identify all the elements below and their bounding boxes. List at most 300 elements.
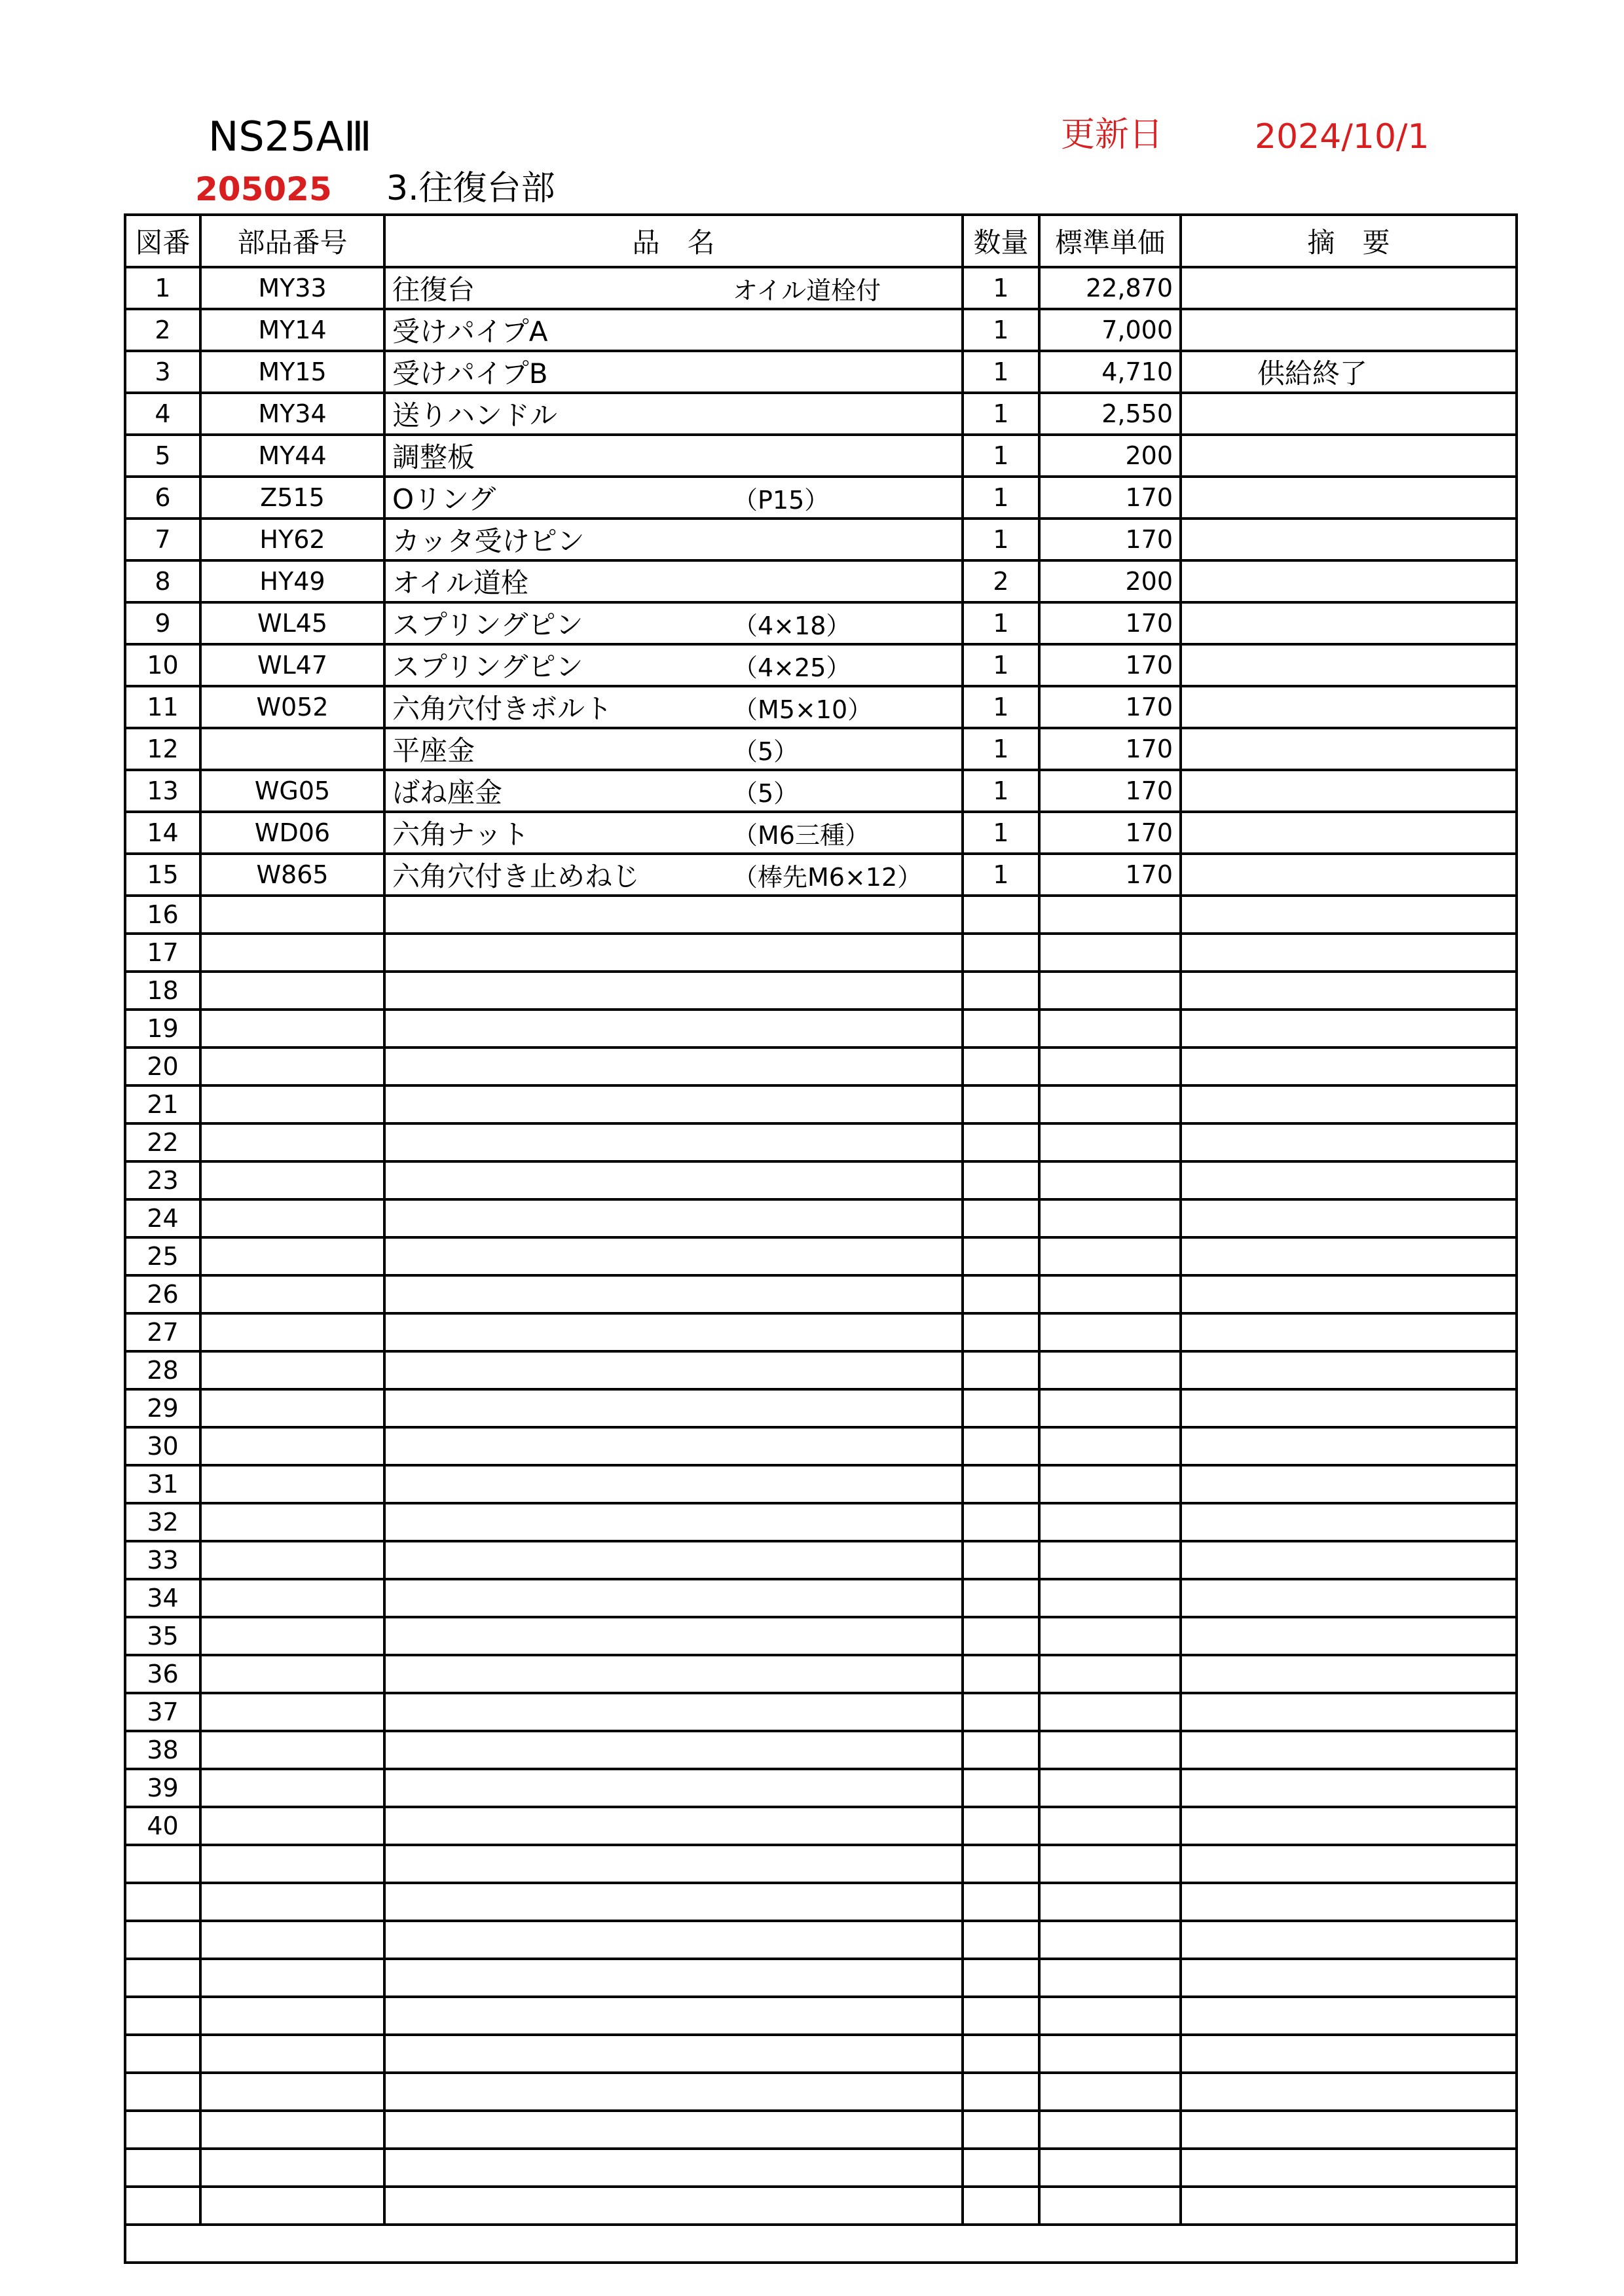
remarks-cell <box>1181 1275 1517 1313</box>
figure-no-cell: 2 <box>125 309 200 351</box>
table-row <box>125 1275 1517 1313</box>
unit-price-cell: 170 <box>1039 519 1181 560</box>
item-name-cell <box>384 602 963 644</box>
figure-no-cell: 23 <box>125 1161 200 1199</box>
item-name: 往復台 <box>392 274 475 306</box>
item-name: 六角穴付き止めねじ <box>392 860 640 892</box>
unit-price-cell: 170 <box>1039 644 1181 686</box>
parts-table <box>124 213 1518 2264</box>
quantity-cell <box>963 1769 1039 1807</box>
table-row <box>125 686 1517 728</box>
table-row <box>125 435 1517 477</box>
quantity-cell <box>963 1237 1039 1275</box>
unit-price-cell <box>1039 1351 1181 1389</box>
item-name-cell <box>384 435 963 477</box>
part-number-cell: Z515 <box>200 477 384 519</box>
part-number-cell: WG05 <box>200 770 384 812</box>
item-name-cell <box>384 1275 963 1313</box>
parts-table-body <box>125 267 1517 2225</box>
table-row <box>125 2111 1517 2149</box>
item-name-cell <box>384 1807 963 1845</box>
item-name-cell <box>384 2187 963 2225</box>
unit-price-cell <box>1039 1959 1181 1997</box>
item-name-cell <box>384 812 963 854</box>
table-row <box>125 972 1517 1010</box>
figure-no-cell <box>125 1845 200 1883</box>
remarks-cell <box>1181 1010 1517 1048</box>
figure-no-cell: 39 <box>125 1769 200 1807</box>
unit-price-cell: 4,710 <box>1039 351 1181 393</box>
item-name-cell <box>384 560 963 602</box>
remarks-cell <box>1181 644 1517 686</box>
figure-no-cell: 35 <box>125 1617 200 1655</box>
item-name-cell <box>384 1465 963 1503</box>
part-number-cell <box>200 1161 384 1199</box>
table-row <box>125 1769 1517 1807</box>
figure-no-cell: 22 <box>125 1123 200 1161</box>
item-name-cell <box>384 1655 963 1693</box>
table-row <box>125 560 1517 602</box>
part-number-cell: MY33 <box>200 267 384 309</box>
unit-price-cell: 7,000 <box>1039 309 1181 351</box>
quantity-cell <box>963 1123 1039 1161</box>
header-remarks: 摘 要 <box>1181 215 1517 267</box>
figure-no-cell <box>125 2035 200 2073</box>
unit-price-cell <box>1039 896 1181 934</box>
item-name: スプリングピン <box>392 651 583 683</box>
remarks-cell <box>1181 2111 1517 2149</box>
unit-price-cell <box>1039 1845 1181 1883</box>
remarks-cell <box>1181 1807 1517 1845</box>
part-number-cell <box>200 1199 384 1237</box>
part-number-cell <box>200 972 384 1010</box>
figure-no-cell: 38 <box>125 1731 200 1769</box>
item-name: 六角穴付きボルト <box>392 693 613 725</box>
table-row <box>125 602 1517 644</box>
unit-price-cell: 22,870 <box>1039 267 1181 309</box>
remarks-cell <box>1181 770 1517 812</box>
remarks-cell <box>1181 1655 1517 1693</box>
part-number-cell <box>200 1921 384 1959</box>
part-number-cell: HY49 <box>200 560 384 602</box>
quantity-cell <box>963 1085 1039 1123</box>
item-name-cell <box>384 1883 963 1921</box>
unit-price-cell <box>1039 1465 1181 1503</box>
quantity-cell <box>963 1845 1039 1883</box>
remarks-cell <box>1181 1351 1517 1389</box>
item-name-cell <box>384 1579 963 1617</box>
part-number-cell <box>200 1427 384 1465</box>
item-name-cell <box>384 1048 963 1085</box>
item-name: スプリングピン <box>392 609 583 641</box>
item-name-cell <box>384 896 963 934</box>
part-number-cell: WL47 <box>200 644 384 686</box>
quantity-cell <box>963 1275 1039 1313</box>
unit-price-cell <box>1039 1503 1181 1541</box>
quantity-cell <box>963 1199 1039 1237</box>
remarks-cell <box>1181 1199 1517 1237</box>
part-number-cell <box>200 1617 384 1655</box>
unit-price-cell <box>1039 1123 1181 1161</box>
table-row <box>125 1693 1517 1731</box>
part-number-cell <box>200 2149 384 2187</box>
table-row <box>125 1997 1517 2035</box>
item-name-cell <box>384 393 963 435</box>
item-name-cell <box>384 1237 963 1275</box>
remarks-cell <box>1181 1693 1517 1731</box>
table-row <box>125 309 1517 351</box>
quantity-cell <box>963 1579 1039 1617</box>
table-row <box>125 477 1517 519</box>
item-name-cell <box>384 2111 963 2149</box>
unit-price-cell: 200 <box>1039 435 1181 477</box>
part-number-cell <box>200 1048 384 1085</box>
item-name: 受けパイプB <box>392 357 548 390</box>
unit-price-cell: 170 <box>1039 770 1181 812</box>
figure-no-cell: 21 <box>125 1085 200 1123</box>
unit-price-cell <box>1039 1010 1181 1048</box>
table-row <box>125 1237 1517 1275</box>
unit-price-cell: 200 <box>1039 560 1181 602</box>
figure-no-cell <box>125 2073 200 2111</box>
unit-price-cell <box>1039 1048 1181 1085</box>
table-row <box>125 1503 1517 1541</box>
figure-no-cell <box>125 1883 200 1921</box>
quantity-cell <box>963 1541 1039 1579</box>
unit-price-cell <box>1039 1541 1181 1579</box>
table-row <box>125 1617 1517 1655</box>
unit-price-cell: 170 <box>1039 602 1181 644</box>
remarks-cell <box>1181 1465 1517 1503</box>
item-name-cell <box>384 267 963 309</box>
quantity-cell <box>963 1503 1039 1541</box>
remarks-cell <box>1181 1541 1517 1579</box>
remarks-cell <box>1181 519 1517 560</box>
table-row <box>125 1465 1517 1503</box>
quantity-cell <box>963 1427 1039 1465</box>
item-name-cell <box>384 1693 963 1731</box>
table-row <box>125 1807 1517 1845</box>
update-date-label: 更新日 <box>1061 115 1164 155</box>
unit-price-cell: 170 <box>1039 812 1181 854</box>
table-row <box>125 896 1517 934</box>
part-number-cell <box>200 1237 384 1275</box>
unit-price-cell <box>1039 1237 1181 1275</box>
quantity-cell <box>963 934 1039 972</box>
figure-no-cell: 27 <box>125 1313 200 1351</box>
quantity-cell <box>963 1617 1039 1655</box>
part-number-cell <box>200 2111 384 2149</box>
remarks-cell <box>1181 1237 1517 1275</box>
figure-no-cell: 13 <box>125 770 200 812</box>
footer-cell <box>125 2225 1517 2263</box>
document-code: 205025 <box>195 170 332 208</box>
item-name-cell <box>384 644 963 686</box>
part-number-cell <box>200 1997 384 2035</box>
quantity-cell <box>963 1921 1039 1959</box>
figure-no-cell: 19 <box>125 1010 200 1048</box>
remarks-cell <box>1181 1048 1517 1085</box>
item-spec: オイル道栓付 <box>733 276 881 305</box>
quantity-cell <box>963 1161 1039 1199</box>
item-name-cell <box>384 1351 963 1389</box>
part-number-cell <box>200 2035 384 2073</box>
item-name-cell <box>384 1921 963 1959</box>
remarks-cell <box>1181 728 1517 770</box>
quantity-cell <box>963 1883 1039 1921</box>
part-number-cell <box>200 1769 384 1807</box>
figure-no-cell: 10 <box>125 644 200 686</box>
table-row <box>125 1389 1517 1427</box>
quantity-cell <box>963 1389 1039 1427</box>
table-row <box>125 351 1517 393</box>
figure-no-cell: 24 <box>125 1199 200 1237</box>
table-row <box>125 519 1517 560</box>
unit-price-cell <box>1039 1313 1181 1351</box>
unit-price-cell <box>1039 972 1181 1010</box>
remarks-cell <box>1181 560 1517 602</box>
item-name-cell <box>384 1541 963 1579</box>
part-number-cell <box>200 1123 384 1161</box>
unit-price-cell <box>1039 1807 1181 1845</box>
remarks-cell <box>1181 1997 1517 2035</box>
remarks-cell <box>1181 2187 1517 2225</box>
remarks-cell <box>1181 686 1517 728</box>
item-name: 平座金 <box>392 735 475 767</box>
unit-price-cell <box>1039 2035 1181 2073</box>
item-name-cell <box>384 1389 963 1427</box>
quantity-cell <box>963 1313 1039 1351</box>
item-spec: （4×25） <box>733 653 851 682</box>
remarks-cell <box>1181 435 1517 477</box>
remarks-cell <box>1181 1959 1517 1997</box>
quantity-cell <box>963 1693 1039 1731</box>
item-name-cell <box>384 1313 963 1351</box>
remarks-cell <box>1181 1883 1517 1921</box>
unit-price-cell <box>1039 2111 1181 2149</box>
remarks-cell <box>1181 896 1517 934</box>
unit-price-cell <box>1039 2073 1181 2111</box>
quantity-cell: 1 <box>963 770 1039 812</box>
part-number-cell <box>200 2187 384 2225</box>
table-row <box>125 1845 1517 1883</box>
unit-price-cell <box>1039 1731 1181 1769</box>
remarks-cell <box>1181 1389 1517 1427</box>
remarks-cell <box>1181 1769 1517 1807</box>
figure-no-cell <box>125 2111 200 2149</box>
figure-no-cell <box>125 1997 200 2035</box>
figure-no-cell: 33 <box>125 1541 200 1579</box>
part-number-cell <box>200 1389 384 1427</box>
part-number-cell <box>200 1503 384 1541</box>
part-number-cell <box>200 1313 384 1351</box>
item-name-cell <box>384 972 963 1010</box>
item-name-cell <box>384 1731 963 1769</box>
unit-price-cell <box>1039 1427 1181 1465</box>
unit-price-cell <box>1039 1085 1181 1123</box>
table-row <box>125 1427 1517 1465</box>
part-number-cell <box>200 728 384 770</box>
remarks-cell <box>1181 1921 1517 1959</box>
part-number-cell: MY34 <box>200 393 384 435</box>
quantity-cell <box>963 2187 1039 2225</box>
quantity-cell: 1 <box>963 854 1039 896</box>
item-name-cell <box>384 1617 963 1655</box>
table-header-row <box>125 215 1517 267</box>
part-number-cell <box>200 1883 384 1921</box>
item-name: Oリング <box>392 483 496 515</box>
item-spec: （4×18） <box>733 611 851 640</box>
header-figure-no: 図番 <box>125 215 200 267</box>
remarks-cell <box>1181 972 1517 1010</box>
item-name-cell <box>384 854 963 896</box>
table-row <box>125 812 1517 854</box>
unit-price-cell: 170 <box>1039 728 1181 770</box>
unit-price-cell <box>1039 1275 1181 1313</box>
table-row <box>125 1883 1517 1921</box>
item-spec: （M6三種） <box>733 821 870 850</box>
quantity-cell <box>963 1465 1039 1503</box>
item-name-cell <box>384 309 963 351</box>
part-number-cell <box>200 1959 384 1997</box>
figure-no-cell: 30 <box>125 1427 200 1465</box>
item-name-cell <box>384 1085 963 1123</box>
item-name: 受けパイプA <box>392 316 548 348</box>
figure-no-cell: 34 <box>125 1579 200 1617</box>
table-row <box>125 1959 1517 1997</box>
remarks-cell <box>1181 393 1517 435</box>
table-row <box>125 1048 1517 1085</box>
remarks-cell <box>1181 1579 1517 1617</box>
figure-no-cell: 17 <box>125 934 200 972</box>
figure-no-cell: 16 <box>125 896 200 934</box>
table-row <box>125 1351 1517 1389</box>
item-name: 送りハンドル <box>392 399 558 431</box>
part-number-cell: WD06 <box>200 812 384 854</box>
unit-price-cell <box>1039 1883 1181 1921</box>
item-name: オイル道栓 <box>392 567 528 599</box>
remarks-cell <box>1181 1731 1517 1769</box>
remarks-cell <box>1181 1427 1517 1465</box>
section-title: 3.往復台部 <box>386 169 555 208</box>
remarks-cell <box>1181 602 1517 644</box>
item-spec: （P15） <box>733 486 830 515</box>
item-name-cell <box>384 1503 963 1541</box>
item-name: カッタ受けピン <box>392 525 585 557</box>
figure-no-cell: 18 <box>125 972 200 1010</box>
remarks-cell <box>1181 1123 1517 1161</box>
table-row <box>125 728 1517 770</box>
item-name-cell <box>384 728 963 770</box>
table-footer-row <box>125 2225 1517 2263</box>
figure-no-cell: 12 <box>125 728 200 770</box>
table-row <box>125 1085 1517 1123</box>
item-name-cell <box>384 2035 963 2073</box>
remarks-cell <box>1181 477 1517 519</box>
item-name-cell <box>384 477 963 519</box>
remarks-cell <box>1181 1085 1517 1123</box>
table-row <box>125 1161 1517 1199</box>
figure-no-cell <box>125 1921 200 1959</box>
item-name-cell <box>384 1959 963 1997</box>
part-number-cell <box>200 1351 384 1389</box>
figure-no-cell: 11 <box>125 686 200 728</box>
item-spec: （M5×10） <box>733 695 873 724</box>
remarks-cell <box>1181 812 1517 854</box>
table-row <box>125 1123 1517 1161</box>
item-name-cell <box>384 1769 963 1807</box>
unit-price-cell <box>1039 2149 1181 2187</box>
figure-no-cell: 1 <box>125 267 200 309</box>
figure-no-cell <box>125 1959 200 1997</box>
item-name: 調整板 <box>392 441 475 473</box>
part-number-cell: MY44 <box>200 435 384 477</box>
figure-no-cell: 20 <box>125 1048 200 1085</box>
part-number-cell <box>200 1845 384 1883</box>
table-row <box>125 1199 1517 1237</box>
item-name-cell <box>384 1161 963 1199</box>
quantity-cell <box>963 1048 1039 1085</box>
item-spec: （5） <box>733 737 799 766</box>
table-row <box>125 1010 1517 1048</box>
table-row <box>125 1731 1517 1769</box>
remarks-cell <box>1181 1845 1517 1883</box>
unit-price-cell <box>1039 934 1181 972</box>
quantity-cell: 1 <box>963 519 1039 560</box>
item-name-cell <box>384 351 963 393</box>
figure-no-cell: 5 <box>125 435 200 477</box>
header-item-name: 品 名 <box>384 215 963 267</box>
header-unit-price: 標準単価 <box>1039 215 1181 267</box>
table-row <box>125 1655 1517 1693</box>
model-name: NS25AⅢ <box>208 113 372 160</box>
part-number-cell: MY15 <box>200 351 384 393</box>
unit-price-cell: 170 <box>1039 477 1181 519</box>
item-name-cell <box>384 934 963 972</box>
unit-price-cell <box>1039 1693 1181 1731</box>
table-row <box>125 770 1517 812</box>
quantity-cell <box>963 2073 1039 2111</box>
quantity-cell: 1 <box>963 267 1039 309</box>
part-number-cell <box>200 1807 384 1845</box>
table-row <box>125 1313 1517 1351</box>
quantity-cell <box>963 1655 1039 1693</box>
quantity-cell <box>963 896 1039 934</box>
quantity-cell: 1 <box>963 309 1039 351</box>
unit-price-cell <box>1039 1617 1181 1655</box>
item-name-cell <box>384 2073 963 2111</box>
figure-no-cell: 31 <box>125 1465 200 1503</box>
quantity-cell <box>963 972 1039 1010</box>
figure-no-cell: 36 <box>125 1655 200 1693</box>
table-row <box>125 934 1517 972</box>
quantity-cell: 2 <box>963 560 1039 602</box>
item-name: ばね座金 <box>392 776 503 809</box>
figure-no-cell: 15 <box>125 854 200 896</box>
quantity-cell <box>963 1351 1039 1389</box>
item-name-cell <box>384 1845 963 1883</box>
part-number-cell <box>200 1541 384 1579</box>
item-spec: （棒先M6×12） <box>733 863 923 892</box>
unit-price-cell <box>1039 2187 1181 2225</box>
figure-no-cell: 4 <box>125 393 200 435</box>
quantity-cell <box>963 1010 1039 1048</box>
unit-price-cell <box>1039 1389 1181 1427</box>
figure-no-cell: 28 <box>125 1351 200 1389</box>
figure-no-cell: 32 <box>125 1503 200 1541</box>
part-number-cell <box>200 1693 384 1731</box>
quantity-cell <box>963 1807 1039 1845</box>
